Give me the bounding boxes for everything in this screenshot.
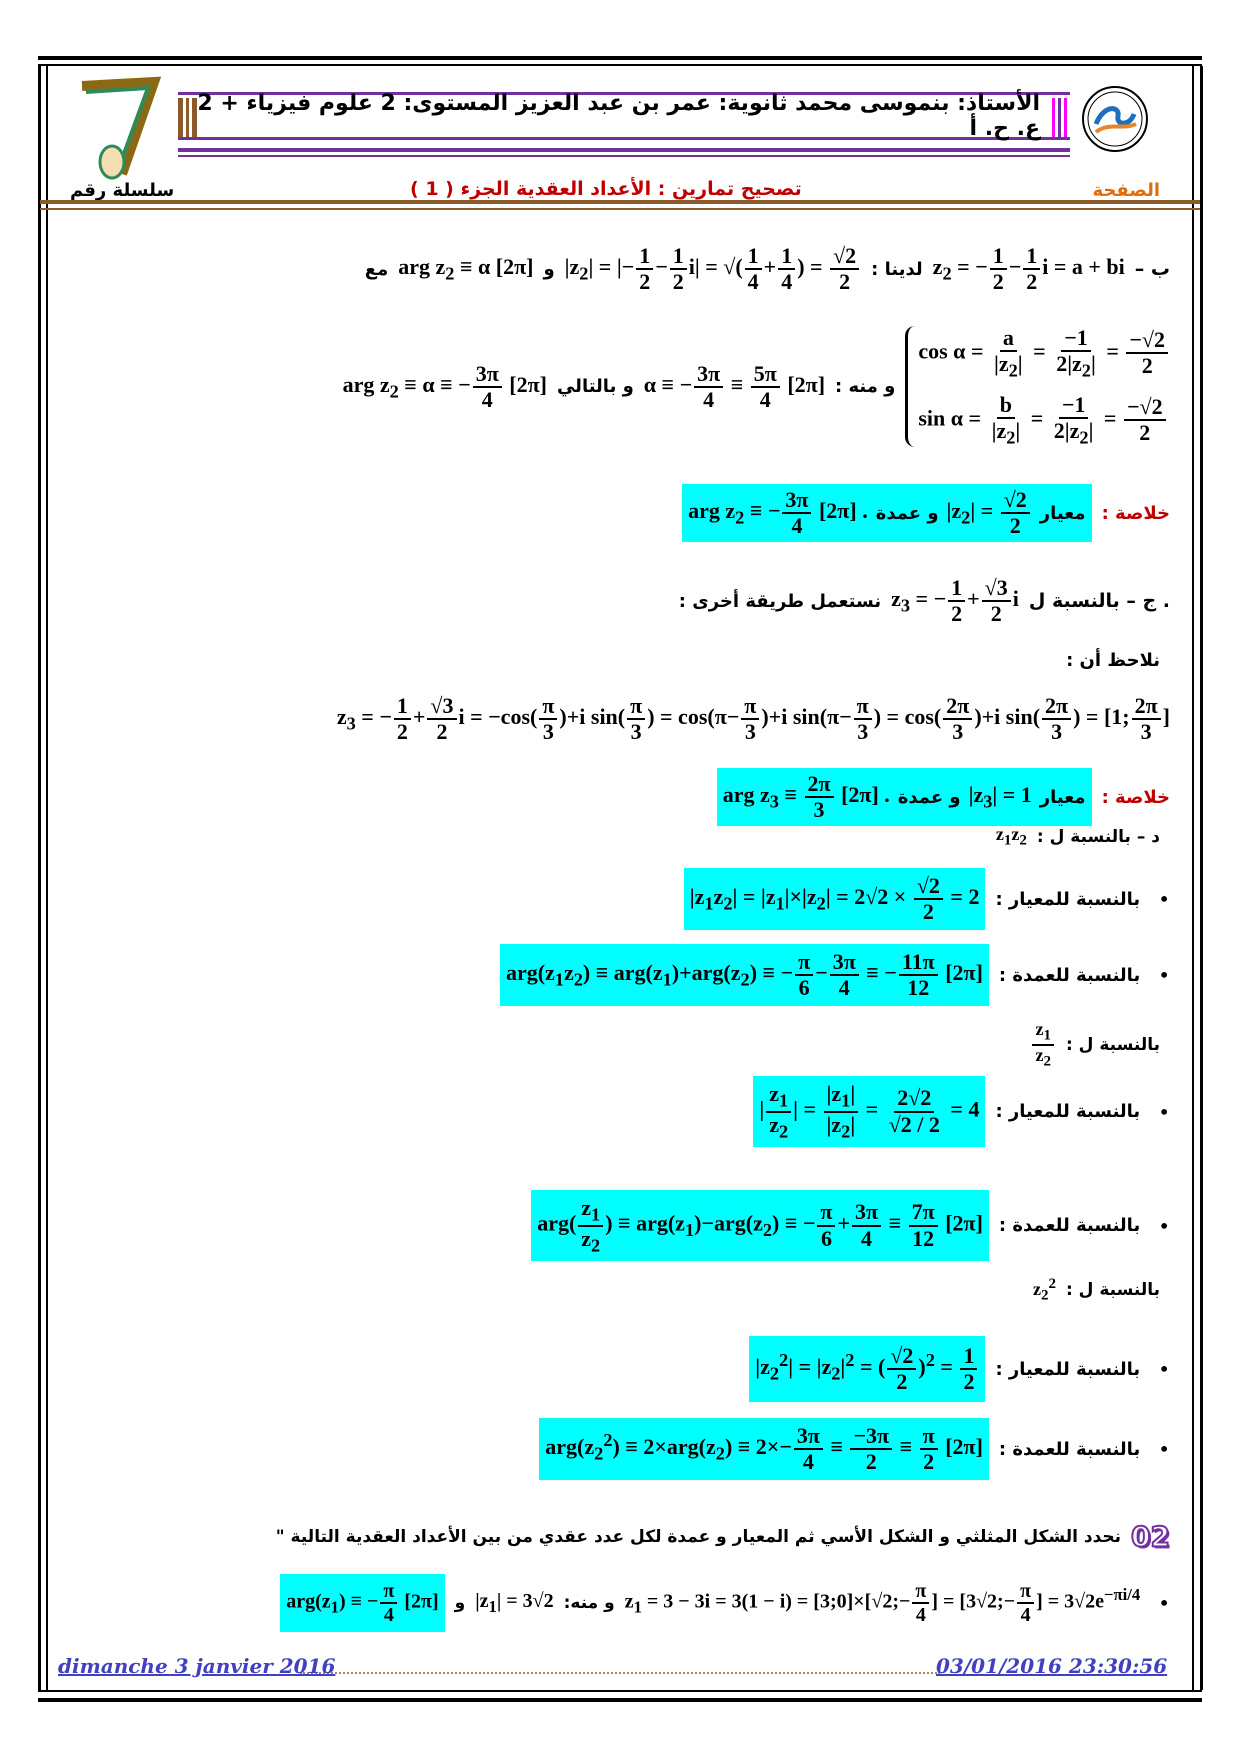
summary-label: خلاصة : [1101, 502, 1170, 524]
z1z2-label: $z_1z_2$ [995, 824, 1027, 849]
exercise-02-text: نحدد الشكل المثلثي و الشكل الأسي ثم المعيار و عمدة لكل عدد عقدي من بين الأعداد العقدية التالية " [275, 1526, 1122, 1547]
cos-sin-system [905, 326, 1170, 447]
part-c-method: نستعمل طريقة أخرى : [678, 590, 882, 612]
bullet-icon: • [1158, 1357, 1170, 1382]
quotient-arg-row [531, 1190, 1170, 1261]
part-b-system-row [343, 326, 1170, 447]
cos-alpha-eq: cos α = $\frac{a}{|z_2|}$ = $\frac{-1}{2|z_2|}$ = $\frac{-√2}{2}$ [918, 326, 1170, 381]
frame-left-line-2 [46, 66, 48, 1690]
z1-argument: $arg(z_1)$ ≡ − $\frac{\pi}{4}$ [2π] [280, 1574, 444, 1632]
bullet-icon: • [1158, 887, 1170, 912]
wa-umda-label: و عمدة [875, 502, 939, 524]
subtitle-rest: تمارين : الأعداد العقدية الجزء ( 1 ) [410, 178, 735, 200]
nulahiz-label: نلاحظ أن : [1066, 650, 1160, 671]
summary-z2-modulus: $|z_2|$ = $\frac{√2}{2}$ [947, 488, 1032, 538]
arg-z2-result: arg $z_2 \equiv \alpha$ ≡ − $\frac{3\pi}{4}$ [2π] [342, 360, 547, 412]
logo-emblem [1080, 84, 1150, 154]
bullet-icon: • [1158, 1591, 1170, 1615]
z3-trig-form: $z_3$ = − $\frac{1}{2}$ + $\frac{√3}{2}$ i = −cos( $\frac{\pi}{3}$ )+i sin( $\frac{\pi}{3}$ ) = cos(π− $\frac{\pi}{3}$ )+i sin(π− $\frac{\pi}{3}$ ) = cos( $\frac{2\pi}{3}$ )+i sin( $\frac{2\pi}{3}$ ) = [1; $\frac{2\pi}{3}$ ] [336, 693, 1170, 745]
bin-nisba-label: بالنسبة ل : [1065, 1035, 1160, 1056]
for-argument-label-3: بالنسبة للعمدة : [998, 1438, 1141, 1460]
quotient-modulus-row [753, 1076, 1170, 1147]
bullet-icon: • [1158, 1099, 1170, 1124]
part-b-prefix: ب – [1134, 258, 1170, 281]
square-arg-row [539, 1418, 1170, 1480]
header-underline-2 [178, 155, 1070, 157]
summary-z2 [682, 484, 1170, 542]
z1z2-arg-row [500, 944, 1170, 1006]
for-argument-label-2: بالنسبة للعمدة : [998, 1215, 1141, 1237]
header-bar [178, 92, 1070, 140]
quotient-modulus: | $\frac{z_1}{z_2}$ | = $\frac{|z_1|}{|z_2|}$ = $\frac{2√2}{√2 / 2}$ = 4 [753, 1076, 985, 1147]
page-label: الصفحة [1092, 180, 1160, 201]
z1z2-modulus: $|z_1z_2| = |z_1|\times|z_2| = 2√2$ × $\frac{√2}{2}$ = 2 [684, 868, 986, 930]
z2-arg-alpha: arg $z_2 \equiv \alpha$ [2π] [398, 253, 534, 284]
bullet-icon: • [1158, 963, 1170, 988]
z2-definition: $z_2$ = − $\frac{1}{2}$ − $\frac{1}{2}$ i = a + bi [932, 243, 1125, 295]
bin-nisba-label-2: بالنسبة ل : [1065, 1280, 1160, 1301]
summary-z2-box [682, 484, 1091, 542]
ex02-wa-label: و [454, 1593, 466, 1613]
header-separator [40, 200, 1200, 204]
miyar-label: معيار [1039, 502, 1086, 524]
subtitle-correction: تصحيح [740, 178, 802, 200]
footer-dotted-line [300, 1672, 940, 1674]
exercise-02-z1-row [280, 1574, 1170, 1632]
footer-date-right: 03/01/2016 23:30:56 [936, 1654, 1168, 1678]
part-b-line-1 [365, 244, 1170, 294]
frame-bottom-line-2 [38, 1698, 1202, 1702]
for-modulus-label: بالنسبة للمعيار : [995, 888, 1141, 910]
lana-label: لدينا : [871, 258, 923, 280]
miyar-label-2: معيار [1039, 786, 1086, 808]
z1-modulus: $|z_1| = 3√2$ [475, 1589, 554, 1616]
summary-z3-arg: arg $z_3$ ≡ $\frac{2\pi}{3}$ [2π] . [722, 771, 890, 823]
footer-date-left: dimanche 3 janvier 2016 [58, 1654, 336, 1678]
z1-over-z2-label: $\frac{z_1}{z_2}$ [1030, 1020, 1056, 1070]
z2-squared-label: $z_2^2$ [1032, 1276, 1056, 1304]
summary-z3 [717, 768, 1170, 826]
frame-left-line [38, 66, 41, 1690]
summary-z3-box [717, 768, 1092, 826]
part-c-prefix: . ج – بالنسبة ل [1028, 590, 1170, 613]
z2-modulus-calc: $|z_2|$ = |− $\frac{1}{2}$ − $\frac{1}{2}$ i| = √( $\frac{1}{4}$ + $\frac{1}{4}$ ) = $\frac{√2}{2}$ [565, 244, 862, 294]
frame-right-line [1200, 66, 1203, 1690]
wa-label: و [543, 258, 555, 280]
square-argument: $arg(z_2^2) \equiv 2\times arg(z_2) \equiv 2\times-$ $\frac{3\pi}{4}$ ≡ $\frac{-3\pi}{2}$ ≡ $\frac{\pi}{2}$ [2π] [539, 1418, 989, 1480]
summary-z2-arg: arg $z_2$ ≡ − $\frac{3\pi}{4}$ [2π] . [688, 487, 868, 539]
frame-bottom-line [38, 1690, 1202, 1692]
maa-label: مع [364, 258, 389, 280]
z1z2-modulus-row [684, 868, 1170, 930]
exercise-02-number: 02 [1131, 1520, 1170, 1553]
bullet-icon: • [1158, 1213, 1170, 1238]
summary-label-2: خلاصة : [1101, 786, 1170, 808]
part-d-line [996, 824, 1160, 850]
for-argument-label: بالنسبة للعمدة : [998, 964, 1141, 986]
wa-umda-label-2: و عمدة [897, 786, 961, 808]
header-title: الأستاذ: بنموسى محمد ثانوية: عمر بن عبد العزيز المستوى: 2 علوم فيزياء + 2 ع. ح. أ [197, 91, 1040, 141]
subtitle [410, 178, 802, 200]
series-label: سلسلة رقم [70, 180, 175, 201]
logo-seven [72, 74, 162, 184]
exercise-02-header [276, 1520, 1170, 1553]
square-modulus: $|z_2^2| = |z_2|^2$ = ( $\frac{√2}{2}$ )$^2$ = $\frac{1}{2}$ [749, 1336, 985, 1402]
part-c-line [679, 576, 1170, 626]
z1-over-z2-line [1030, 1020, 1160, 1070]
for-modulus-label-3: بالنسبة للمعيار : [995, 1358, 1141, 1380]
wa-bittali-label: و بالتالي [556, 376, 634, 398]
z1-exp-form: $z_1 = 3 - 3i = 3(1 - i)$ = [3;0]×[√2;− $\frac{\pi}{4}$ ] = [3√2;− $\frac{\pi}{4}$ ] = $3√2e^{-\pi i/4}$ [624, 1580, 1141, 1626]
wa-minhu-label: و منه : [835, 376, 896, 398]
header-separator-2 [40, 208, 1200, 210]
part-d-prefix: د – بالنسبة ل : [1036, 826, 1160, 847]
z3-trig-line [337, 694, 1170, 744]
sin-alpha-eq: sin α = $\frac{b}{|z_2|}$ = $\frac{-1}{2|z_2|}$ = $\frac{-√2}{2}$ [918, 393, 1170, 448]
header-underline [178, 148, 1070, 152]
summary-z3-modulus: $|z_3| = 1$ [968, 781, 1032, 812]
for-modulus-label-2: بالنسبة للمعيار : [995, 1101, 1141, 1123]
z3-definition: $z_3$ = − $\frac{1}{2}$ + $\frac{√3}{2}$ i [891, 575, 1019, 627]
quotient-argument: arg( $\frac{z_1}{z_2}$ ) ≡ $arg(z_1)-arg(z_2)$ ≡ − $\frac{\pi}{6}$ + $\frac{3\pi}{4}$ ≡ $\frac{7\pi}{12}$ [2π] [531, 1190, 989, 1261]
z2-squared-line [1033, 1276, 1160, 1305]
z1z2-argument: $arg(z_1z_2) \equiv arg(z_1)+arg(z_2)$ ≡ − $\frac{\pi}{6}$ − $\frac{3\pi}{4}$ ≡ − $\frac{11\pi}{12}$ [2π] [500, 944, 989, 1006]
frame-top-line-2 [38, 64, 1202, 66]
square-modulus-row [749, 1336, 1170, 1402]
bullet-icon: • [1158, 1437, 1170, 1462]
frame-top-line [38, 56, 1202, 60]
alpha-value: α ≡ − $\frac{3\pi}{4}$ ≡ $\frac{5\pi}{4}$ [2π] [643, 360, 826, 412]
frame-right-line-2 [1192, 66, 1194, 1690]
ex02-wa-minhu-label: و منه: [563, 1593, 615, 1613]
